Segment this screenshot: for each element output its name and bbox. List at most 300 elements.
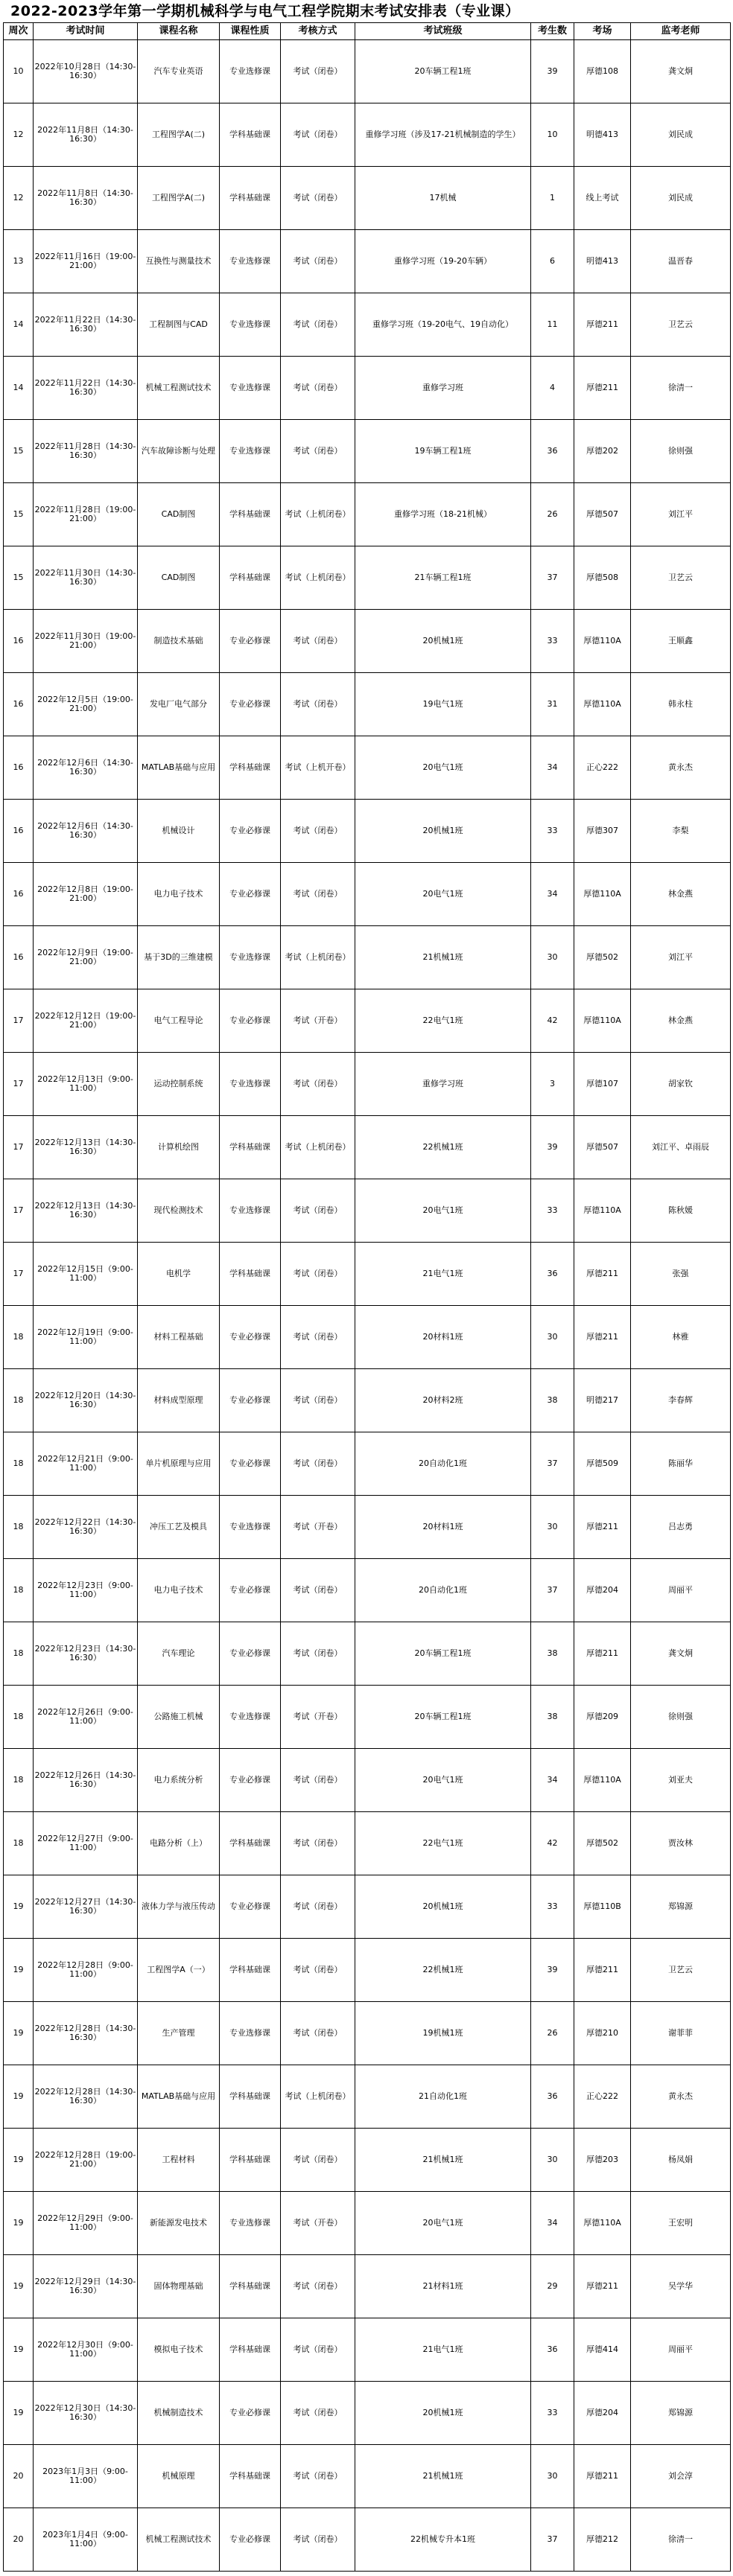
table-row <box>4 103 731 167</box>
cell-time: 2022年11月28日（19:00-21:00） <box>34 483 138 546</box>
column-header: 考试班级 <box>355 23 531 40</box>
table-row <box>4 2508 731 2572</box>
cell-room: 厚德110A <box>574 863 631 926</box>
cell-count: 36 <box>531 1243 574 1306</box>
cell-week: 18 <box>4 1369 34 1432</box>
cell-class: 20材料1班 <box>355 1496 531 1559</box>
cell-class: 20材料2班 <box>355 1369 531 1432</box>
cell-class: 20电气1班 <box>355 863 531 926</box>
cell-teacher: 陈丽华 <box>631 1432 731 1496</box>
cell-nature: 学科基础课 <box>220 2445 281 2508</box>
cell-course: 工程图学A(二) <box>138 103 220 167</box>
cell-room: 厚德211 <box>574 1622 631 1686</box>
cell-week: 18 <box>4 1812 34 1875</box>
cell-count: 36 <box>531 420 574 483</box>
cell-course: MATLAB基础与应用 <box>138 736 220 800</box>
cell-count: 30 <box>531 2445 574 2508</box>
table-row <box>4 1875 731 1939</box>
cell-nature: 专业选修课 <box>220 926 281 989</box>
cell-course: 电力系统分析 <box>138 1749 220 1812</box>
cell-method: 考试（上机闭卷） <box>281 483 355 546</box>
cell-time: 2022年12月28日（14:30-16:30） <box>34 2065 138 2129</box>
cell-time: 2022年11月30日（14:30-16:30） <box>34 546 138 610</box>
table-row <box>4 2445 731 2508</box>
cell-week: 14 <box>4 293 34 357</box>
cell-method: 考试（闭卷） <box>281 167 355 230</box>
cell-method: 考试（闭卷） <box>281 1243 355 1306</box>
cell-method: 考试（闭卷） <box>281 1749 355 1812</box>
cell-time: 2022年11月22日（14:30-16:30） <box>34 357 138 420</box>
table-row <box>4 1686 731 1749</box>
cell-method: 考试（闭卷） <box>281 1369 355 1432</box>
cell-count: 33 <box>531 610 574 673</box>
cell-course: 制造技术基础 <box>138 610 220 673</box>
cell-week: 19 <box>4 1939 34 2002</box>
cell-week: 18 <box>4 1306 34 1369</box>
cell-room: 厚德507 <box>574 483 631 546</box>
cell-class: 20材料1班 <box>355 1306 531 1369</box>
cell-week: 15 <box>4 420 34 483</box>
cell-class: 21材料1班 <box>355 2255 531 2318</box>
cell-course: 冲压工艺及模具 <box>138 1496 220 1559</box>
cell-teacher: 刘亚夫 <box>631 1749 731 1812</box>
cell-time: 2022年12月13日（14:30-16:30） <box>34 1116 138 1179</box>
cell-class: 20自动化1班 <box>355 1432 531 1496</box>
cell-room: 明德413 <box>574 103 631 167</box>
cell-time: 2022年12月27日（9:00-11:00） <box>34 1812 138 1875</box>
cell-method: 考试（闭卷） <box>281 1812 355 1875</box>
cell-time: 2022年12月6日（14:30-16:30） <box>34 800 138 863</box>
cell-class: 20电气1班 <box>355 1179 531 1243</box>
cell-room: 厚德502 <box>574 1812 631 1875</box>
table-row <box>4 800 731 863</box>
cell-nature: 专业必修课 <box>220 1749 281 1812</box>
cell-week: 16 <box>4 736 34 800</box>
cell-week: 15 <box>4 546 34 610</box>
cell-teacher: 黄永杰 <box>631 2065 731 2129</box>
cell-time: 2022年11月8日（14:30-16:30） <box>34 167 138 230</box>
cell-method: 考试（闭卷） <box>281 357 355 420</box>
cell-week: 19 <box>4 2382 34 2445</box>
cell-nature: 学科基础课 <box>220 1939 281 2002</box>
cell-time: 2022年12月27日（14:30-16:30） <box>34 1875 138 1939</box>
cell-count: 37 <box>531 1559 574 1622</box>
cell-time: 2022年12月6日（14:30-16:30） <box>34 736 138 800</box>
table-row <box>4 1939 731 2002</box>
table-row <box>4 736 731 800</box>
cell-nature: 专业选修课 <box>220 2002 281 2065</box>
cell-nature: 专业选修课 <box>220 1179 281 1243</box>
cell-teacher: 王宏明 <box>631 2192 731 2255</box>
cell-room: 明德413 <box>574 230 631 293</box>
cell-course: 工程材料 <box>138 2129 220 2192</box>
cell-teacher: 陈秋媛 <box>631 1179 731 1243</box>
cell-count: 4 <box>531 357 574 420</box>
cell-week: 20 <box>4 2445 34 2508</box>
cell-method: 考试（闭卷） <box>281 1559 355 1622</box>
cell-teacher: 龚文炯 <box>631 40 731 103</box>
cell-teacher: 刘江平 <box>631 926 731 989</box>
cell-room: 厚德108 <box>574 40 631 103</box>
cell-count: 30 <box>531 2129 574 2192</box>
cell-course: 基于3D的三维建模 <box>138 926 220 989</box>
cell-week: 18 <box>4 1622 34 1686</box>
cell-count: 39 <box>531 1116 574 1179</box>
cell-course: 材料成型原理 <box>138 1369 220 1432</box>
table-row <box>4 1812 731 1875</box>
cell-room: 厚德211 <box>574 1306 631 1369</box>
cell-course: 机械制造技术 <box>138 2382 220 2445</box>
cell-count: 34 <box>531 863 574 926</box>
table-row <box>4 1179 731 1243</box>
table-row <box>4 926 731 989</box>
cell-course: 固体物理基础 <box>138 2255 220 2318</box>
cell-time: 2022年12月19日（9:00-11:00） <box>34 1306 138 1369</box>
cell-method: 考试（闭卷） <box>281 1179 355 1243</box>
table-row <box>4 2192 731 2255</box>
cell-teacher: 张强 <box>631 1243 731 1306</box>
table-row <box>4 230 731 293</box>
cell-count: 38 <box>531 1622 574 1686</box>
cell-count: 33 <box>531 800 574 863</box>
cell-room: 厚德211 <box>574 2255 631 2318</box>
cell-method: 考试（上机闭卷） <box>281 2065 355 2129</box>
cell-nature: 专业必修课 <box>220 800 281 863</box>
cell-time: 2022年12月28日（19:00-21:00） <box>34 2129 138 2192</box>
cell-course: 汽车专业英语 <box>138 40 220 103</box>
cell-week: 15 <box>4 483 34 546</box>
cell-time: 2022年12月12日（19:00-21:00） <box>34 989 138 1053</box>
cell-week: 13 <box>4 230 34 293</box>
cell-teacher: 郑锦源 <box>631 2382 731 2445</box>
cell-week: 19 <box>4 2192 34 2255</box>
cell-class: 重修学习班 <box>355 1053 531 1116</box>
cell-week: 19 <box>4 1875 34 1939</box>
cell-count: 33 <box>531 1179 574 1243</box>
cell-nature: 专业选修课 <box>220 1686 281 1749</box>
cell-class: 22机械1班 <box>355 1116 531 1179</box>
cell-room: 厚德110A <box>574 989 631 1053</box>
cell-teacher: 林金燕 <box>631 989 731 1053</box>
cell-week: 14 <box>4 357 34 420</box>
cell-count: 30 <box>531 926 574 989</box>
table-row <box>4 1496 731 1559</box>
cell-nature: 学科基础课 <box>220 2065 281 2129</box>
cell-week: 19 <box>4 2318 34 2382</box>
cell-count: 26 <box>531 2002 574 2065</box>
cell-count: 30 <box>531 1496 574 1559</box>
schedule-body <box>4 40 731 2572</box>
cell-room: 厚德204 <box>574 2382 631 2445</box>
cell-room: 厚德204 <box>574 1559 631 1622</box>
cell-teacher: 韩永柱 <box>631 673 731 736</box>
cell-method: 考试（闭卷） <box>281 2129 355 2192</box>
cell-course: 电力电子技术 <box>138 1559 220 1622</box>
cell-nature: 专业必修课 <box>220 1306 281 1369</box>
cell-nature: 学科基础课 <box>220 2129 281 2192</box>
cell-week: 17 <box>4 1179 34 1243</box>
cell-class: 22电气1班 <box>355 989 531 1053</box>
table-row <box>4 1243 731 1306</box>
cell-method: 考试（闭卷） <box>281 2508 355 2572</box>
cell-teacher: 徐清一 <box>631 357 731 420</box>
cell-course: MATLAB基础与应用 <box>138 2065 220 2129</box>
cell-week: 10 <box>4 40 34 103</box>
cell-class: 20机械1班 <box>355 1875 531 1939</box>
cell-method: 考试（闭卷） <box>281 2318 355 2382</box>
cell-course: 运动控制系统 <box>138 1053 220 1116</box>
table-row <box>4 420 731 483</box>
column-header: 考场 <box>574 23 631 40</box>
cell-class: 20机械1班 <box>355 800 531 863</box>
cell-course: CAD制图 <box>138 483 220 546</box>
cell-count: 37 <box>531 546 574 610</box>
cell-time: 2022年11月22日（14:30-16:30） <box>34 293 138 357</box>
cell-nature: 学科基础课 <box>220 546 281 610</box>
cell-nature: 学科基础课 <box>220 103 281 167</box>
cell-method: 考试（闭卷） <box>281 1875 355 1939</box>
cell-time: 2022年12月30日（9:00-11:00） <box>34 2318 138 2382</box>
cell-count: 36 <box>531 2318 574 2382</box>
cell-nature: 专业必修课 <box>220 1369 281 1432</box>
cell-time: 2023年1月4日（9:00-11:00） <box>34 2508 138 2572</box>
cell-course: 电力电子技术 <box>138 863 220 926</box>
cell-class: 21电气1班 <box>355 1243 531 1306</box>
table-row <box>4 2129 731 2192</box>
cell-room: 厚德203 <box>574 2129 631 2192</box>
table-row <box>4 2255 731 2318</box>
table-row <box>4 673 731 736</box>
cell-course: 公路施工机械 <box>138 1686 220 1749</box>
cell-course: 发电厂电气部分 <box>138 673 220 736</box>
cell-class: 20机械1班 <box>355 610 531 673</box>
cell-teacher: 吕志勇 <box>631 1496 731 1559</box>
cell-count: 38 <box>531 1369 574 1432</box>
cell-method: 考试（开卷） <box>281 1496 355 1559</box>
header-row <box>4 23 731 40</box>
table-row <box>4 1432 731 1496</box>
cell-count: 37 <box>531 1432 574 1496</box>
cell-class: 21机械1班 <box>355 2129 531 2192</box>
cell-teacher: 徐则强 <box>631 1686 731 1749</box>
cell-time: 2022年11月28日（14:30-16:30） <box>34 420 138 483</box>
cell-count: 10 <box>531 103 574 167</box>
cell-class: 20电气1班 <box>355 2192 531 2255</box>
table-row <box>4 1369 731 1432</box>
cell-time: 2022年12月21日（9:00-11:00） <box>34 1432 138 1496</box>
cell-room: 厚德211 <box>574 1496 631 1559</box>
cell-course: 计算机绘图 <box>138 1116 220 1179</box>
cell-room: 厚德414 <box>574 2318 631 2382</box>
cell-count: 34 <box>531 736 574 800</box>
cell-class: 20车辆工程1班 <box>355 1686 531 1749</box>
cell-class: 21机械1班 <box>355 2445 531 2508</box>
cell-count: 33 <box>531 2382 574 2445</box>
cell-count: 37 <box>531 2508 574 2572</box>
cell-room: 厚德307 <box>574 800 631 863</box>
table-row <box>4 40 731 103</box>
cell-teacher: 刘江平、卓雨辰 <box>631 1116 731 1179</box>
cell-nature: 专业选修课 <box>220 1496 281 1559</box>
cell-time: 2022年12月26日（14:30-16:30） <box>34 1749 138 1812</box>
cell-room: 厚德110A <box>574 1749 631 1812</box>
cell-room: 厚德509 <box>574 1432 631 1496</box>
cell-course: 液体力学与液压传动 <box>138 1875 220 1939</box>
cell-method: 考试（闭卷） <box>281 293 355 357</box>
cell-nature: 专业选修课 <box>220 40 281 103</box>
cell-room: 厚德110A <box>574 610 631 673</box>
cell-nature: 专业必修课 <box>220 2382 281 2445</box>
cell-time: 2023年1月3日（9:00-11:00） <box>34 2445 138 2508</box>
cell-nature: 学科基础课 <box>220 1116 281 1179</box>
cell-count: 3 <box>531 1053 574 1116</box>
cell-method: 考试（闭卷） <box>281 2002 355 2065</box>
cell-room: 厚德211 <box>574 357 631 420</box>
cell-nature: 专业选修课 <box>220 293 281 357</box>
cell-method: 考试（闭卷） <box>281 1939 355 2002</box>
cell-time: 2022年11月30日（19:00-21:00） <box>34 610 138 673</box>
cell-time: 2022年11月8日（14:30-16:30） <box>34 103 138 167</box>
cell-nature: 专业必修课 <box>220 863 281 926</box>
cell-week: 17 <box>4 1053 34 1116</box>
cell-teacher: 杨凤娟 <box>631 2129 731 2192</box>
cell-nature: 专业选修课 <box>220 357 281 420</box>
cell-time: 2022年12月8日（19:00-21:00） <box>34 863 138 926</box>
cell-course: 工程制图与CAD <box>138 293 220 357</box>
table-row <box>4 1749 731 1812</box>
cell-class: 重修学习班（18-21机械） <box>355 483 531 546</box>
cell-nature: 专业必修课 <box>220 1875 281 1939</box>
cell-count: 42 <box>531 1812 574 1875</box>
cell-room: 正心222 <box>574 736 631 800</box>
cell-week: 20 <box>4 2508 34 2572</box>
cell-count: 38 <box>531 1686 574 1749</box>
cell-method: 考试（闭卷） <box>281 863 355 926</box>
cell-week: 19 <box>4 2002 34 2065</box>
cell-course: 汽车故障诊断与处理 <box>138 420 220 483</box>
cell-course: 机械工程测试技术 <box>138 357 220 420</box>
cell-week: 18 <box>4 1686 34 1749</box>
cell-method: 考试（闭卷） <box>281 1432 355 1496</box>
table-row <box>4 1306 731 1369</box>
cell-time: 2022年12月28日（9:00-11:00） <box>34 1939 138 2002</box>
cell-week: 16 <box>4 863 34 926</box>
cell-method: 考试（上机闭卷） <box>281 926 355 989</box>
cell-room: 明德217 <box>574 1369 631 1432</box>
table-row <box>4 610 731 673</box>
cell-time: 2022年12月5日（19:00-21:00） <box>34 673 138 736</box>
cell-method: 考试（上机开卷） <box>281 736 355 800</box>
cell-nature: 学科基础课 <box>220 736 281 800</box>
cell-class: 20车辆工程1班 <box>355 1622 531 1686</box>
cell-nature: 学科基础课 <box>220 1243 281 1306</box>
cell-course: 工程图学A(二) <box>138 167 220 230</box>
cell-time: 2022年12月28日（14:30-16:30） <box>34 2002 138 2065</box>
cell-method: 考试（闭卷） <box>281 103 355 167</box>
cell-week: 17 <box>4 1243 34 1306</box>
cell-teacher: 谢菲菲 <box>631 2002 731 2065</box>
column-header: 周次 <box>4 23 34 40</box>
cell-course: 电路分析（上） <box>138 1812 220 1875</box>
cell-course: 机械工程测试技术 <box>138 2508 220 2572</box>
cell-count: 42 <box>531 989 574 1053</box>
cell-count: 39 <box>531 1939 574 2002</box>
cell-room: 厚德212 <box>574 2508 631 2572</box>
cell-time: 2022年12月15日（9:00-11:00） <box>34 1243 138 1306</box>
cell-teacher: 刘民成 <box>631 103 731 167</box>
cell-teacher: 刘会淳 <box>631 2445 731 2508</box>
cell-class: 重修学习班（19-20车辆） <box>355 230 531 293</box>
cell-room: 正心222 <box>574 2065 631 2129</box>
cell-teacher: 卫艺云 <box>631 1939 731 2002</box>
cell-week: 16 <box>4 610 34 673</box>
cell-count: 31 <box>531 673 574 736</box>
cell-nature: 专业必修课 <box>220 1432 281 1496</box>
cell-course: CAD制图 <box>138 546 220 610</box>
cell-course: 模拟电子技术 <box>138 2318 220 2382</box>
cell-nature: 专业必修课 <box>220 1622 281 1686</box>
cell-teacher: 林雅 <box>631 1306 731 1369</box>
table-row <box>4 1116 731 1179</box>
cell-class: 20自动化1班 <box>355 1559 531 1622</box>
cell-teacher: 郑锦源 <box>631 1875 731 1939</box>
cell-class: 20电气1班 <box>355 736 531 800</box>
cell-time: 2022年12月13日（14:30-16:30） <box>34 1179 138 1243</box>
cell-method: 考试（开卷） <box>281 989 355 1053</box>
cell-class: 19电气1班 <box>355 673 531 736</box>
cell-course: 汽车理论 <box>138 1622 220 1686</box>
cell-class: 重修学习班（涉及17-21机械制造的学生） <box>355 103 531 167</box>
cell-week: 17 <box>4 989 34 1053</box>
cell-time: 2022年12月26日（9:00-11:00） <box>34 1686 138 1749</box>
cell-room: 厚德502 <box>574 926 631 989</box>
cell-nature: 专业选修课 <box>220 420 281 483</box>
cell-teacher: 温晋春 <box>631 230 731 293</box>
cell-class: 19机械1班 <box>355 2002 531 2065</box>
column-header: 监考老师 <box>631 23 731 40</box>
cell-method: 考试（开卷） <box>281 2192 355 2255</box>
cell-teacher: 胡家钦 <box>631 1053 731 1116</box>
cell-room: 厚德211 <box>574 2445 631 2508</box>
cell-teacher: 龚文炯 <box>631 1622 731 1686</box>
cell-week: 16 <box>4 800 34 863</box>
cell-count: 29 <box>531 2255 574 2318</box>
table-row <box>4 2065 731 2129</box>
cell-method: 考试（闭卷） <box>281 800 355 863</box>
cell-nature: 专业选修课 <box>220 230 281 293</box>
column-header: 课程名称 <box>138 23 220 40</box>
cell-room: 厚德211 <box>574 1243 631 1306</box>
cell-teacher: 周丽平 <box>631 2318 731 2382</box>
cell-time: 2022年12月23日（9:00-11:00） <box>34 1559 138 1622</box>
cell-count: 36 <box>531 2065 574 2129</box>
cell-course: 电机学 <box>138 1243 220 1306</box>
cell-method: 考试（闭卷） <box>281 2382 355 2445</box>
cell-count: 33 <box>531 1875 574 1939</box>
cell-method: 考试（闭卷） <box>281 420 355 483</box>
cell-week: 18 <box>4 1559 34 1622</box>
cell-room: 厚德211 <box>574 293 631 357</box>
cell-week: 19 <box>4 2065 34 2129</box>
cell-time: 2022年12月20日（14:30-16:30） <box>34 1369 138 1432</box>
cell-class: 重修学习班 <box>355 357 531 420</box>
cell-room: 厚德202 <box>574 420 631 483</box>
cell-room: 厚德107 <box>574 1053 631 1116</box>
table-row <box>4 357 731 420</box>
cell-count: 39 <box>531 40 574 103</box>
table-row <box>4 546 731 610</box>
cell-time: 2022年12月22日（14:30-16:30） <box>34 1496 138 1559</box>
